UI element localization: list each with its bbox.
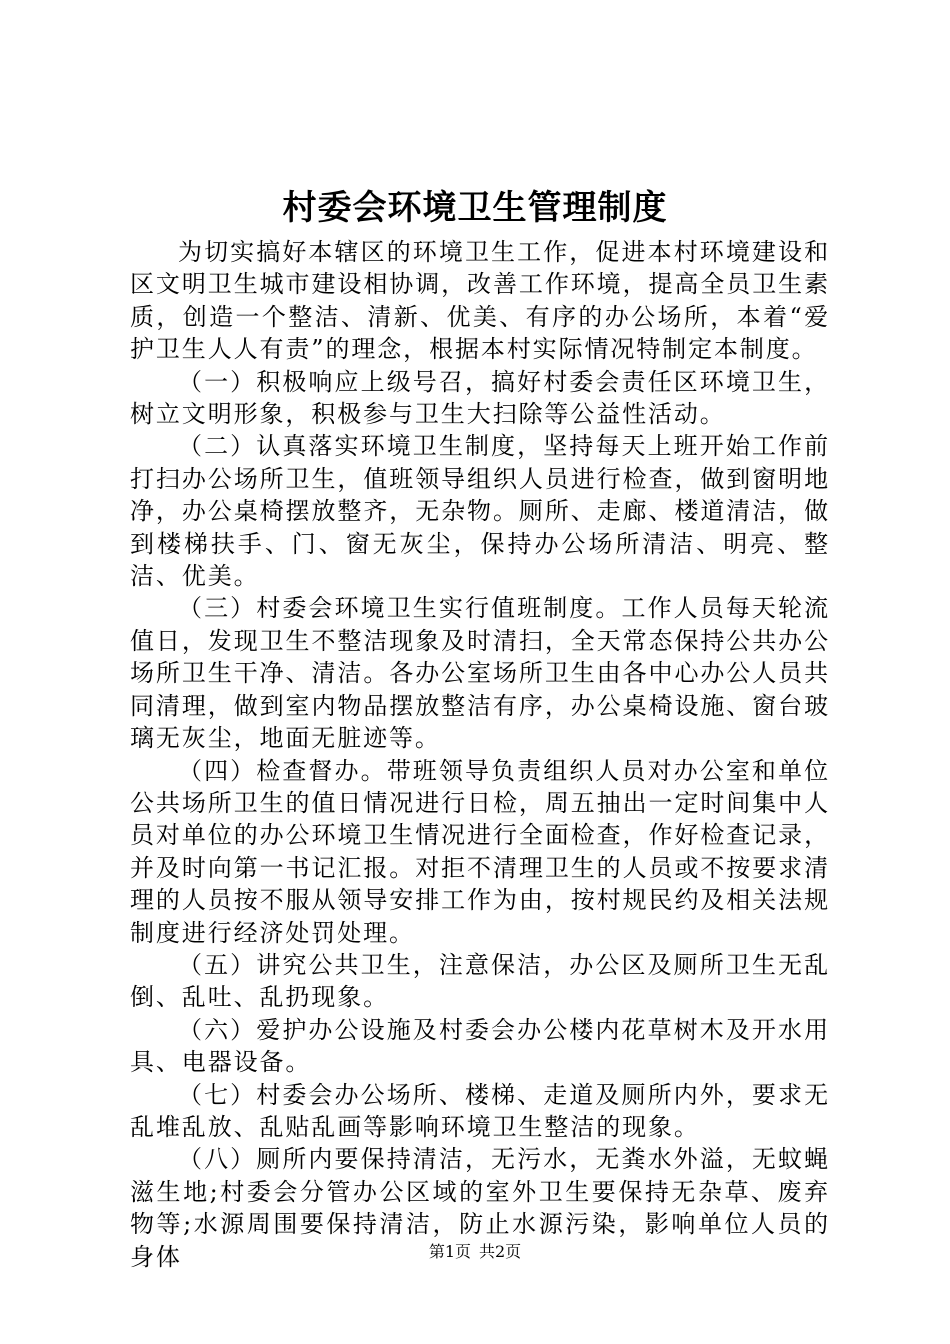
clause-3-paragraph: （三）村委会环境卫生实行值班制度。工作人员每天轮流值日，发现卫生不整洁现象及时清扫，全天常态保持公共办公场所卫生干净、清洁。各办公室场所卫生由各中心办公人员共同清理，做到室内物品摆放整洁有序，办公桌椅设施、窗台玻璃无灰尘，地面无脏迹等。 [130,594,830,753]
clause-8-paragraph: （八）厕所内要保持清洁，无污水，无粪水外溢，无蚊蝇滋生地;村委会分管办公区域的室外卫生要保持无杂草、废弃物等;水源周围要保持清洁，防止水源污染，影响单位人员的身体 [130,1145,830,1271]
clause-4-paragraph: （四）检查督办。带班领导负责组织人员对办公室和单位公共场所卫生的值日情况进行日检，周五抽出一定时间集中人员对单位的办公环境卫生情况进行全面检查，作好检查记录，并及时向第一书记汇报。对拒不清理卫生的人员或不按要求清理的人员按不服从领导安排工作为由，按村规民约及相关法规制度进行经济处罚处理。 [130,756,830,947]
document-title: 村委会环境卫生管理制度 [282,188,668,228]
page-number: 第1页 [428,1242,471,1261]
page-footer [0,1240,950,1264]
intro-paragraph: 为切实搞好本辖区的环境卫生工作，促进本村环境建设和区文明卫生城市建设相协调，改善工作环境，提高全员卫生素质，创造一个整洁、清新、优美、有序的办公场所，本着“爱护卫生人人有责”的理念，根据本村实际情况特制定本制度。 [130,238,830,364]
clause-2-paragraph: （二）认真落实环境卫生制度，坚持每天上班开始工作前打扫办公场所卫生，值班领导组织人员进行检查，做到窗明地净，办公桌椅摆放整齐，无杂物。厕所、走廊、楼道清洁，做到楼梯扶手、门、窗无灰尘，保持办公场所清洁、明亮、整洁、优美。 [130,432,830,591]
document-body [130,236,830,1273]
clause-6-paragraph: （六）爱护办公设施及村委会办公楼内花草树木及开水用具、电器设备。 [130,1015,830,1077]
clause-1-paragraph: （一）积极响应上级号召，搞好村委会责任区环境卫生，树立文明形象，积极参与卫生大扫除等公益性活动。 [130,367,830,429]
clause-7-paragraph: （七）村委会办公场所、楼梯、走道及厕所内外，要求无乱堆乱放、乱贴乱画等影响环境卫生整洁的现象。 [130,1080,830,1141]
page-total: 共2页 [479,1242,522,1261]
clause-5-paragraph: （五）讲究公共卫生，注意保洁，办公区及厕所卫生无乱倒、乱吐、乱扔现象。 [130,950,830,1012]
